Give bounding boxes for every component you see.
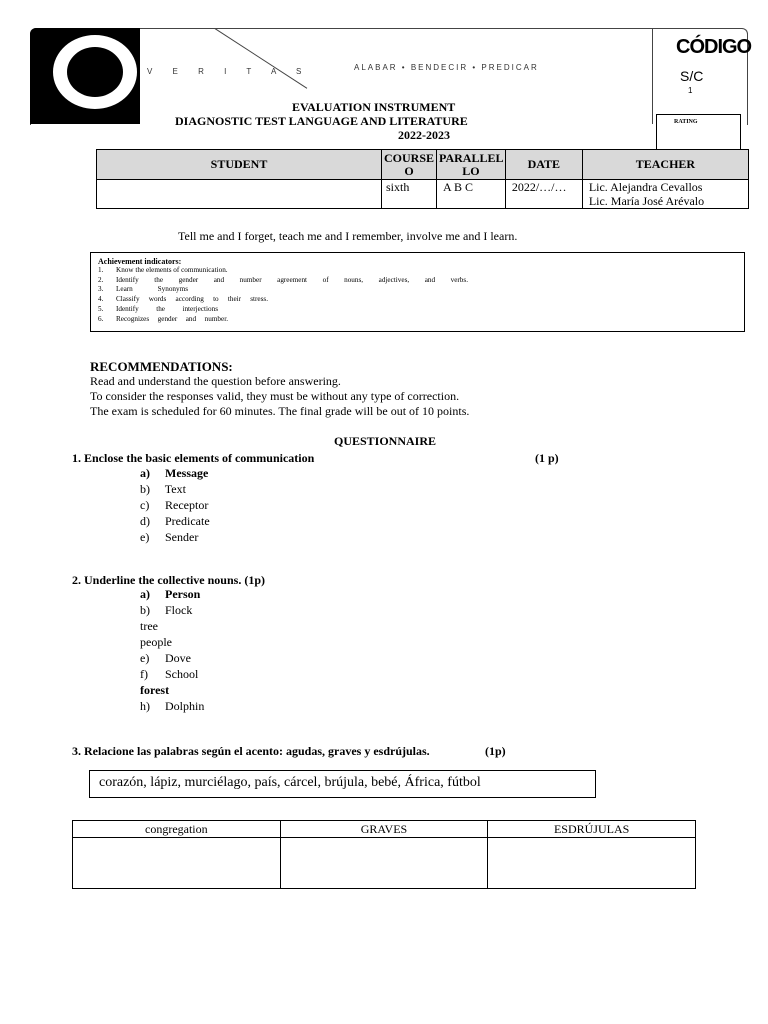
achievement-list — [98, 266, 468, 324]
q1-option[interactable]: e) Sender — [140, 530, 199, 544]
q2-option[interactable]: a) Person — [140, 587, 201, 601]
course-cell: sixth — [382, 180, 437, 209]
achievement-item: 5. Identify the interjections — [98, 304, 218, 313]
recommendations-title: RECOMMENDATIONS: — [90, 359, 233, 374]
page-number: 1 — [688, 86, 693, 95]
header-date: DATE — [505, 150, 582, 180]
achievement-title: Achievement indicators: — [98, 257, 182, 266]
questionnaire-title: QUESTIONNAIRE — [334, 434, 437, 448]
achievement-item: 2. Identify the gender and number agreement of nouns, adjectives, and verbs. — [98, 275, 468, 284]
veritas-text: V E R I T A S — [147, 67, 311, 76]
answer-cell[interactable] — [488, 838, 696, 889]
recommendation-item: To consider the responses valid, they must be without any type of correction. — [90, 389, 460, 403]
column-header: ESDRÚJULAS — [488, 821, 696, 838]
question-1: 1. Enclose the basic elements of communication — [72, 451, 315, 465]
q2-option[interactable]: forest — [140, 683, 170, 697]
parallel-cell: A B C — [437, 180, 506, 209]
header-teacher: TEACHER — [582, 150, 748, 180]
school-motto: ALABAR • BENDECIR • PREDICAR — [354, 63, 539, 72]
achievement-item: 3. Learn Synonyms — [98, 285, 188, 294]
q2-option[interactable]: h) Dolphin — [140, 699, 205, 713]
header-student: STUDENT — [97, 150, 382, 180]
q2-option[interactable]: e) Dove — [140, 651, 191, 665]
q1-option[interactable]: d) Predicate — [140, 514, 210, 528]
question-1-points: (1 p) — [535, 451, 559, 465]
title-line-2: DIAGNOSTIC TEST LANGUAGE AND LITERATURE — [175, 114, 468, 128]
code-value: S/C — [680, 68, 704, 84]
teacher-name-2: Lic. María José Arévalo — [588, 194, 705, 208]
question-3-points: (1p) — [485, 744, 506, 758]
word-bank: corazón, lápiz, murciélago, país, cárcel, brújula, bebé, África, fútbol — [99, 775, 481, 790]
school-seal-icon — [50, 32, 140, 112]
header-course: COURSE O — [382, 150, 437, 180]
q1-option[interactable]: b) Text — [140, 482, 186, 496]
column-header: GRAVES — [280, 821, 488, 838]
accent-classification-table — [72, 820, 696, 889]
q1-option[interactable]: a) Message — [140, 466, 209, 480]
word-bank-box — [89, 770, 596, 798]
teacher-cell — [582, 180, 748, 209]
recommendation-item: The exam is scheduled for 60 minutes. The final grade will be out of 10 points. — [90, 404, 470, 418]
student-info-table — [96, 149, 749, 209]
q2-option[interactable]: f) School — [140, 667, 199, 681]
rating-label: RATING — [674, 119, 698, 125]
q1-option[interactable]: c) Receptor — [140, 498, 209, 512]
achievement-item: 4. Classify words according to their stress. — [98, 295, 268, 304]
motivational-quote: Tell me and I forget, teach me and I remember, involve me and I learn. — [178, 229, 518, 243]
teacher-name-1: Lic. Alejandra Cevallos — [588, 180, 703, 194]
column-header: congregation — [73, 821, 281, 838]
code-label: CÓDIGO — [676, 36, 752, 58]
date-cell[interactable]: 2022/…/… — [505, 180, 582, 209]
header-parallel: PARALLEL LO — [437, 150, 506, 180]
title-year: 2022-2023 — [398, 128, 450, 142]
title-line-1: EVALUATION INSTRUMENT — [292, 100, 456, 114]
q2-option[interactable]: tree — [140, 619, 158, 633]
achievement-item: 6. Recognizes gender and number. — [98, 314, 228, 323]
answer-cell[interactable] — [280, 838, 488, 889]
answer-cell[interactable] — [73, 838, 281, 889]
q2-option[interactable]: b) Flock — [140, 603, 193, 617]
student-name-cell[interactable] — [97, 180, 382, 209]
q2-option[interactable]: people — [140, 635, 172, 649]
question-3: 3. Relacione las palabras según el acento: agudas, graves y esdrújulas. — [72, 744, 430, 758]
recommendation-item: Read and understand the question before answering. — [90, 374, 341, 388]
achievement-item: 1. Know the elements of communication. — [98, 266, 228, 274]
achievement-indicators-box — [90, 252, 745, 332]
question-2: 2. Underline the collective nouns. (1p) — [72, 573, 265, 587]
